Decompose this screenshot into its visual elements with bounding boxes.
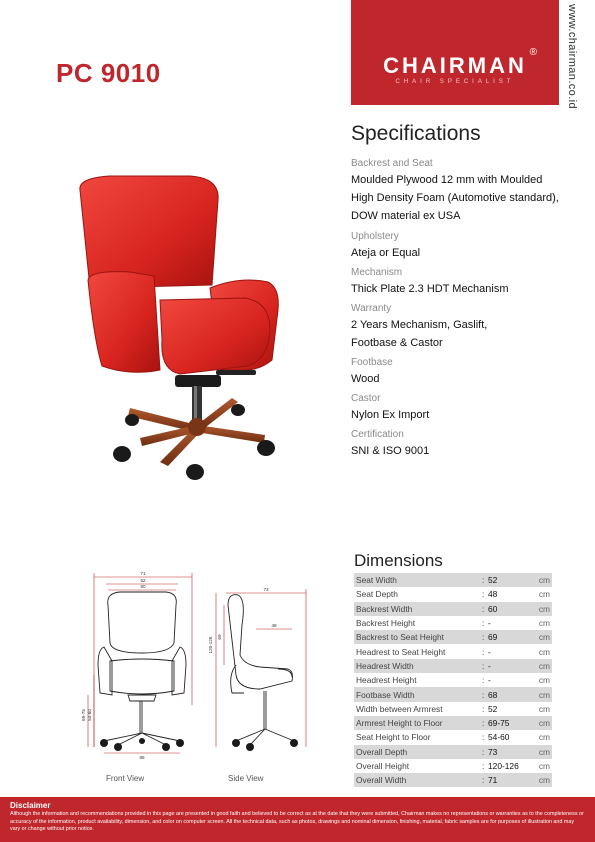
dimension-row	[354, 630, 552, 644]
dimension-value: 60	[488, 603, 498, 614]
front-dim-left1: 69-75	[81, 709, 86, 721]
dimension-name: Footbase Width	[356, 689, 415, 700]
spec-value-line: Footbase & Castor	[351, 337, 443, 349]
dimension-row	[354, 716, 552, 730]
dimension-value: 48	[488, 589, 498, 600]
front-dim-left2: 54-60	[87, 709, 92, 721]
spec-value-line: Nylon Ex Import	[351, 409, 430, 421]
dimension-colon: :	[482, 718, 485, 729]
dimension-value: -	[488, 660, 491, 671]
spec-value-line: Wood	[351, 373, 380, 385]
spec-value-line: High Density Foam (Automotive standard),	[351, 192, 559, 204]
spec-value-line: Moulded Plywood 12 mm with Moulded	[351, 174, 543, 186]
spec-value-line: SNI & ISO 9001	[351, 445, 430, 457]
brand-registered-mark: ®	[529, 47, 537, 58]
dimension-name: Overall Depth	[356, 746, 408, 757]
side-dim-top: 73	[263, 587, 269, 592]
dimension-name: Armrest Height to Floor	[356, 718, 443, 729]
brand-logo	[351, 0, 559, 105]
dimension-unit: cm	[538, 732, 550, 743]
spec-item	[351, 356, 581, 388]
dimension-name: Overall Height	[356, 761, 410, 771]
spec-item	[351, 302, 581, 352]
brand-url[interactable]: www.chairman.co.id	[566, 4, 578, 110]
dimension-row	[354, 773, 552, 787]
dimension-unit: cm	[538, 703, 550, 714]
dimension-row	[354, 745, 552, 759]
dimension-value: -	[488, 618, 491, 629]
side-dim-left1: 120-126	[208, 636, 213, 654]
spec-label: Certification	[351, 429, 404, 440]
spec-value-line: 2 Years Mechanism, Gaslift,	[351, 319, 488, 331]
spec-item	[351, 392, 581, 424]
dimension-value: 69-75	[488, 718, 510, 729]
dimension-name: Backrest to Seat Height	[356, 632, 444, 643]
dimension-colon: :	[482, 732, 485, 743]
spec-item	[351, 157, 581, 225]
dimension-colon: :	[482, 646, 485, 657]
spec-value-line: DOW material ex USA	[351, 210, 461, 222]
dimension-name: Seat Width	[356, 575, 397, 586]
dimension-row	[354, 644, 552, 658]
dimension-colon: :	[482, 675, 485, 686]
spec-value-line: Thick Plate 2.3 HDT Mechanism	[351, 283, 509, 295]
dimension-unit: cm	[538, 632, 550, 643]
dimension-row	[354, 616, 552, 630]
dimension-unit: cm	[538, 746, 550, 757]
dimension-unit: cm	[538, 689, 550, 700]
dimension-colon: :	[482, 775, 485, 786]
dimension-value: -	[488, 675, 491, 686]
dimension-name: Width between Armrest	[356, 703, 443, 714]
dimension-unit: cm	[538, 589, 550, 600]
dimension-row	[354, 702, 552, 716]
dimension-name: Overall Width	[356, 775, 407, 786]
dimension-unit: cm	[538, 575, 550, 586]
spec-item	[351, 230, 581, 262]
dimension-row	[354, 659, 552, 673]
side-dim-mid: 48	[271, 623, 277, 628]
front-dim-top1: 71	[140, 571, 146, 576]
dimension-unit: cm	[538, 718, 550, 729]
dimension-value: 71	[488, 775, 498, 786]
spec-label: Mechanism	[351, 267, 403, 278]
dimension-row	[354, 673, 552, 687]
dimension-name: Headrest Width	[356, 660, 414, 671]
dimension-name: Backrest Height	[356, 618, 416, 629]
dimension-unit: cm	[538, 775, 550, 786]
dimension-value: 73	[488, 746, 498, 757]
spec-label: Footbase	[351, 357, 393, 368]
dimension-name: Headrest Height	[356, 675, 417, 686]
brand-tagline: CHAIR SPECIALIST	[395, 79, 515, 85]
dimensions-table	[354, 573, 552, 787]
dimension-colon: :	[482, 660, 485, 671]
front-dim-top3: 60	[140, 584, 146, 589]
dimension-row	[354, 730, 552, 744]
dimension-value: 69	[488, 632, 498, 643]
spec-label: Warranty	[351, 303, 392, 314]
dimension-colon: :	[482, 703, 485, 714]
dimension-unit: cm	[538, 646, 550, 657]
dimensions-heading: Dimensions	[354, 551, 443, 570]
dimension-unit: cm	[538, 603, 550, 614]
spec-item	[351, 428, 581, 460]
chair-photo	[70, 170, 290, 490]
spec-label: Castor	[351, 393, 381, 404]
spec-value-line: Ateja or Equal	[351, 247, 421, 259]
dimension-row	[354, 687, 552, 701]
dimension-colon: :	[482, 761, 485, 771]
dimension-row	[354, 573, 552, 587]
spec-label: Backrest and Seat	[351, 158, 433, 169]
dimension-colon: :	[482, 618, 485, 629]
dimension-name: Seat Height to Floor	[356, 732, 431, 743]
brand-name: CHAIRMAN	[383, 53, 527, 78]
dimension-name: Headrest to Seat Height	[356, 646, 446, 657]
front-dim-top2: 52	[140, 578, 146, 583]
dimension-colon: :	[482, 746, 485, 757]
dimension-colon: :	[482, 589, 485, 600]
dimension-colon: :	[482, 603, 485, 614]
dimension-name: Seat Depth	[356, 589, 398, 600]
front-dim-bottom: 68	[139, 755, 145, 760]
spec-item	[351, 266, 581, 298]
front-view-label: Front View	[106, 774, 145, 783]
dimension-value: 52	[488, 575, 498, 586]
dimension-row	[354, 587, 552, 601]
dimension-value: -	[488, 646, 491, 657]
dimension-value: 68	[488, 689, 498, 700]
side-dim-left2: 69	[217, 634, 222, 640]
spec-label: Upholstery	[351, 231, 399, 242]
dimension-name: Backrest Width	[356, 603, 413, 614]
dimension-value: 52	[488, 703, 498, 714]
dimension-unit: cm	[538, 618, 550, 629]
dimension-value: 54-60	[488, 732, 510, 743]
specifications-heading: Specifications	[351, 122, 481, 145]
dimension-unit: cm	[538, 675, 550, 686]
dimension-colon: :	[482, 575, 485, 586]
dimension-row	[354, 602, 552, 616]
model-title: PC 9010	[56, 58, 161, 88]
disclaimer-title: Disclaimer	[10, 801, 51, 810]
disclaimer-text: Although the information and recommendations provided in this page are presented in good faith and believed to be correct as at the date that they were submitted, Chairman makes no representations or warranties as to the completeness or accuracy of the information, product availability, dimension, and color on computer screen. All the technical data, such as photos, drawings and nominal dimension, finishing, material, fabric samples are for purposes of illustration and may vary or change without prior notice.	[10, 811, 584, 832]
dimension-colon: :	[482, 689, 485, 700]
side-view-label: Side View	[228, 774, 264, 783]
disclaimer-bar	[0, 797, 595, 842]
dimension-row	[354, 759, 552, 773]
dimension-value: 120-126	[488, 761, 519, 771]
dimension-unit: cm	[538, 660, 550, 671]
dimension-unit: cm	[538, 761, 550, 771]
technical-drawings	[78, 565, 338, 790]
dimension-colon: :	[482, 632, 485, 643]
